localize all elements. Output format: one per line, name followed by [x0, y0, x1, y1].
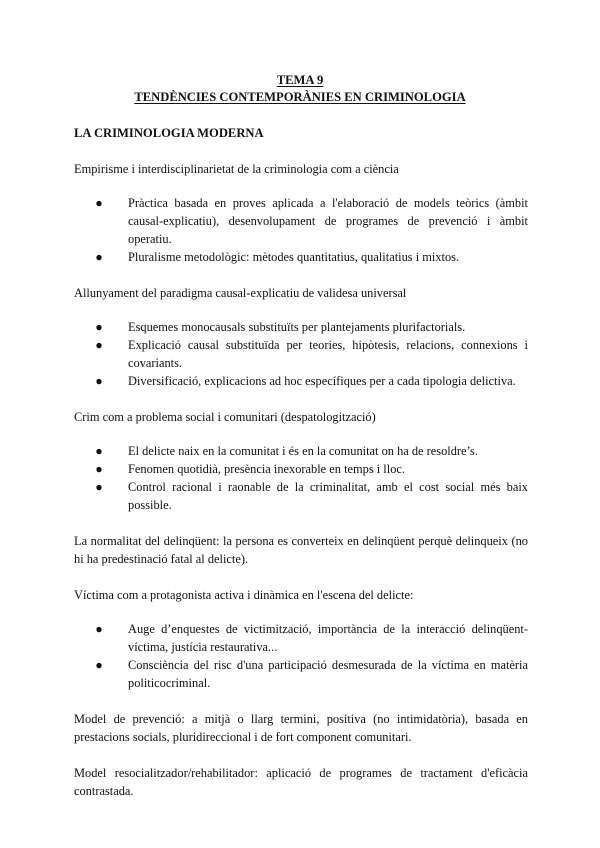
list-item-text: Auge d’enquestes de victimització, importància de la interacció delinqüent-víctima, justícia restaurativa...: [128, 622, 528, 654]
list-item-text: Control racional i raonable de la criminalitat, amb el cost social més baix possible.: [128, 480, 528, 512]
bullet-icon: ●: [95, 320, 103, 334]
list-item: [94, 442, 528, 460]
paragraph: Allunyament del paradigma causal-explicatiu de validesa universal: [74, 286, 407, 300]
bullet-icon: ●: [95, 338, 103, 352]
paragraph: Model resocialitzador/rehabilitador: aplicació de programes de tractament d'eficàcia contrastada.: [74, 766, 528, 798]
bullet-list: [74, 442, 528, 514]
bullet-list: [74, 318, 528, 390]
list-item: [94, 248, 528, 266]
paragraph: Model de prevenció: a mitjà o llarg termini, positiva (no intimidatòria), basada en prestacions socials, pluridireccional i de fort component comunitari.: [74, 712, 528, 744]
bullet-icon: ●: [95, 250, 103, 264]
list-item: [94, 372, 528, 390]
list-item: [94, 460, 528, 478]
list-item-text: Esquemes monocausals substituïts per plantejaments plurifactorials.: [128, 320, 466, 334]
page-title: TENDÈNCIES CONTEMPORÀNIES EN CRIMINOLOGIA: [134, 90, 466, 104]
list-item-text: Diversificació, explicacions ad hoc específiques per a cada tipologia delictiva.: [128, 374, 516, 388]
document-body: [74, 160, 528, 800]
list-item-text: Pluralisme metodològic: mètodes quantitatius, qualitatius i mixtos.: [128, 250, 460, 264]
bullet-icon: ●: [95, 374, 103, 388]
bullet-icon: ●: [95, 196, 103, 210]
paragraph: Crim com a problema social i comunitari (despatologització): [74, 410, 376, 424]
list-item: [94, 318, 528, 336]
list-item-text: El delicte naix en la comunitat i és en la comunitat on ha de resoldre’s.: [128, 444, 478, 458]
list-item: [94, 656, 528, 692]
list-item-text: Explicació causal substituïda per teories, hipòtesis, relacions, connexions i covariants.: [128, 338, 528, 370]
list-item: [94, 620, 528, 656]
paragraph: Víctima com a protagonista activa i dinàmica en l'escena del delicte:: [74, 588, 414, 602]
paragraph: Empirisme i interdisciplinarietat de la criminologia com a ciència: [74, 162, 399, 176]
section-heading: LA CRIMINOLOGIA MODERNA: [74, 126, 264, 140]
list-item: [94, 478, 528, 514]
bullet-list: [74, 620, 528, 692]
list-item: [94, 194, 528, 248]
bullet-list: [74, 194, 528, 266]
title-block: [0, 72, 600, 106]
list-item-text: Fenomen quotidià, presència inexorable en temps i lloc.: [128, 462, 405, 476]
list-item: [94, 336, 528, 372]
bullet-icon: ●: [95, 658, 103, 672]
topic-number: TEMA 9: [276, 73, 324, 87]
paragraph: La normalitat del delinqüent: la persona es converteix en delinqüent perquè delinqueix (no hi ha predestinació fatal al delicte).: [74, 534, 528, 566]
bullet-icon: ●: [95, 444, 103, 458]
list-item-text: Consciència del risc d'una participació desmesurada de la víctima en matèria politicocriminal.: [128, 658, 528, 690]
bullet-icon: ●: [95, 462, 103, 476]
list-item-text: Pràctica basada en proves aplicada a l'elaboració de models teòrics (àmbit causal-explicatiu), desenvolupament de programes de prevenció i àmbit operatiu.: [128, 196, 528, 246]
bullet-icon: ●: [95, 480, 103, 494]
bullet-icon: ●: [95, 622, 103, 636]
